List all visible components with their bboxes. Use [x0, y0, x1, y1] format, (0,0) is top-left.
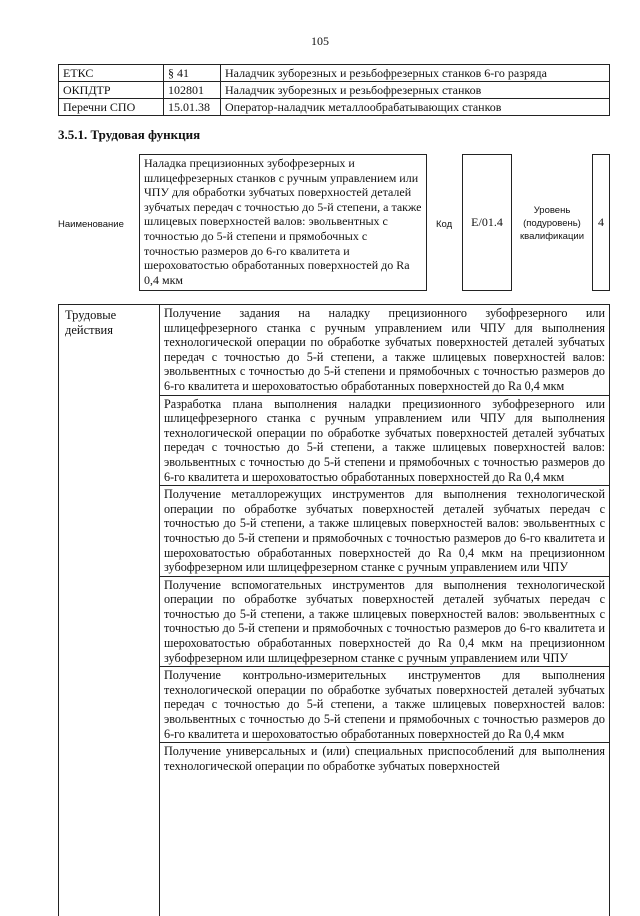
page-number: 105 [311, 34, 329, 48]
list-item: Получение вспомогательных инструментов для выполнения технологической операции по обработке зубчатых поверхностей деталей зубчатых передач с точностью до 5-й степени, а также шлицевых поверхностей валов: эвольвентных с точностью до 5-й степени и прямобочных с точностью размеров до 6-го квалитета и шероховатостью обработанных поверхностей до Ra 0,4 мкм на прецизионном зубофрезерном или шлицефрезерном станке с ручным управлением или ЧПУ [160, 577, 609, 668]
name-cell: Наладчик зуборезных и резьбофрезерных станков 6-го разряда [221, 65, 610, 82]
name-cell: Наладчик зуборезных и резьбофрезерных станков [221, 82, 610, 99]
number-cell: 102801 [164, 82, 221, 99]
function-name: Наладка прецизионных зубофрезерных и шлицефрезерных станков с ручным управлением или ЧПУ для обработки зубчатых поверхностей деталей зубчатых передач с точностью до 5-й степени, а также шлицевых поверхностей валов: эвольвентных с точностью до 5-й степени и прямобочных с точностью размеров до 6-го квалитета и шероховатостью обработанных поверхностей до Ra 0,4 мкм [139, 154, 427, 291]
table-row [59, 65, 610, 82]
code-cell: ОКПДТР [59, 82, 164, 99]
qualification-level-label: Уровень (подуровень) квалификации [519, 205, 585, 242]
labor-actions-label: Трудовые действия [65, 308, 117, 337]
list-item: Разработка плана выполнения наладки прецизионного зубофрезерного или шлицефрезерного станка с ручным управлением или ЧПУ для выполнения технологической операции по обработке зубчатых поверхностей деталей зубчатых передач с точностью до 5-й степени, а также шлицевых поверхностей валов: эвольвентных с точностью до 5-й степени и прямобочных с точностью размеров до 6-го квалитета и шероховатостью обработанных поверхностей до Ra 0,4 мкм [160, 396, 609, 487]
number-cell: § 41 [164, 65, 221, 82]
code-cell: ЕТКС [59, 65, 164, 82]
qualification-level: 4 [592, 154, 610, 291]
list-item: Получение универсальных и (или) специальных приспособлений для выполнения технологической операции по обработке зубчатых поверхностей [164, 744, 605, 773]
table-row [59, 82, 610, 99]
labor-actions-list [159, 305, 609, 916]
function-name-label: Наименование [58, 219, 124, 230]
function-code: E/01.4 [462, 154, 512, 291]
number-cell: 15.01.38 [164, 99, 221, 116]
list-item: Получение металлорежущих инструментов для выполнения технологической операции по обработке зубчатых поверхностей деталей зубчатых передач с точностью до 5-й степени, а также шлицевых поверхностей валов: эвольвентных с точностью до 5-й степени и прямобочных с точностью размеров до 6-го квалитета и шероховатостью обработанных поверхностей до Ra 0,4 мкм на прецизионном зубофрезерном или шлицефрезерном станке с ручным управлением или ЧПУ [160, 486, 609, 577]
code-cell: Перечни СПО [59, 99, 164, 116]
list-item: Получение контрольно-измерительных инструментов для выполнения технологической операции по обработке зубчатых поверхностей деталей зубчатых передач с точностью до 5-й степени, а также шлицевых поверхностей валов: эвольвентных с точностью до 5-й степени и прямобочных с точностью размеров до 6-го квалитета и шероховатостью обработанных поверхностей до Ra 0,4 мкм [160, 667, 609, 743]
function-code-label: Код [436, 219, 453, 230]
table-row [59, 99, 610, 116]
labor-actions-table [58, 304, 610, 916]
section-heading: 3.5.1. Трудовая функция [58, 127, 201, 142]
codes-table [58, 64, 610, 116]
list-item: Получение задания на наладку прецизионного зубофрезерного или шлицефрезерного станка с ручным управлением или ЧПУ для выполнения технологической операции по обработке зубчатых поверхностей деталей зубчатых передач с точностью до 5-й степени, а также шлицевых поверхностей валов: эвольвентных с точностью до 5-й степени и прямобочных с точностью размеров до 6-го квалитета и шероховатостью обработанных поверхностей до Ra 0,4 мкм [160, 305, 609, 396]
name-cell: Оператор-наладчик металлообрабатывающих станков [221, 99, 610, 116]
